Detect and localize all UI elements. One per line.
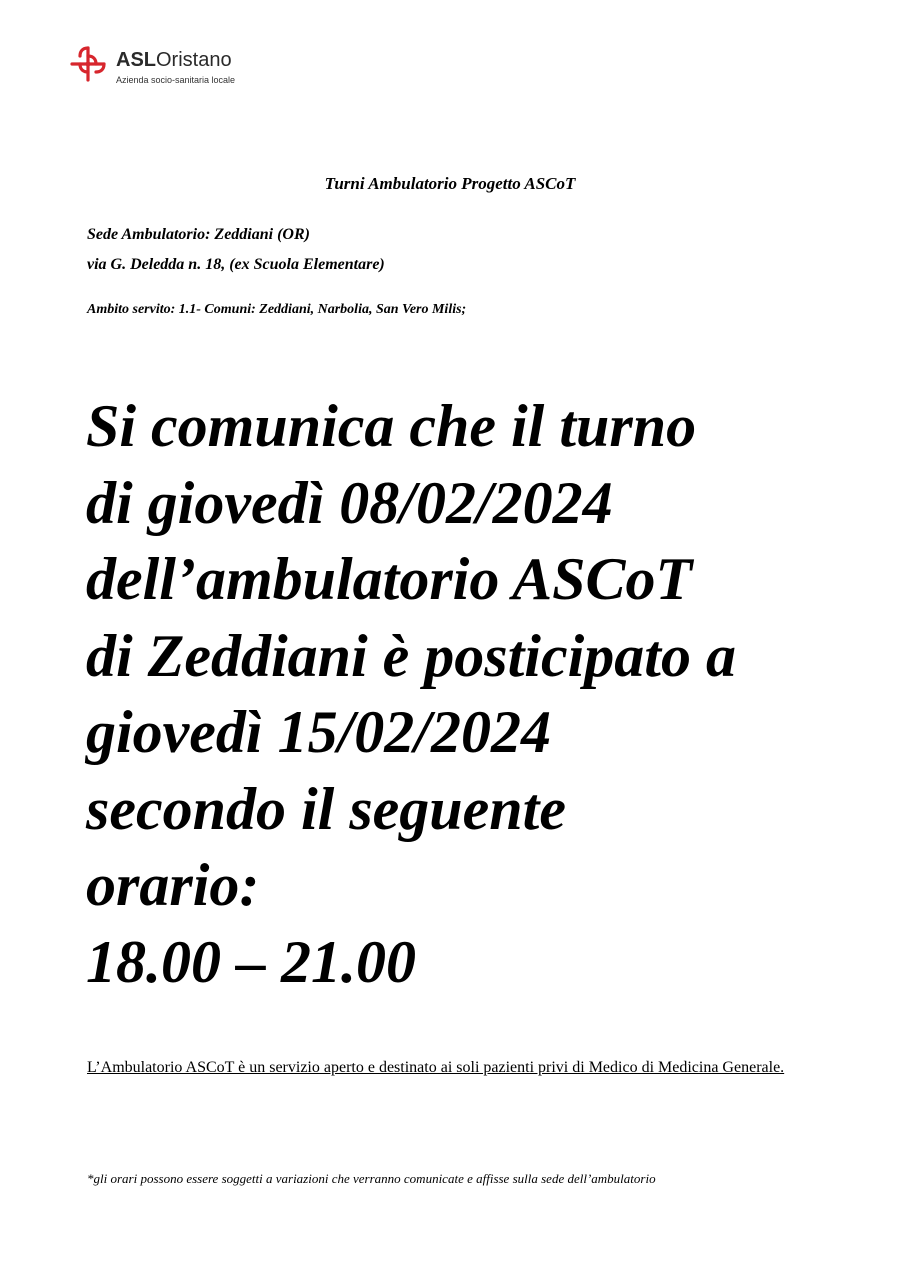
logo-wordmark	[116, 49, 232, 71]
notice-line: orario:	[86, 852, 260, 918]
logo-city: Oristano	[156, 49, 232, 71]
clinic-street-line: via G. Deledda n. 18, (ex Scuola Elementare)	[87, 256, 385, 273]
notice-line: giovedì 15/02/2024	[86, 699, 551, 765]
schedule-footnote: *gli orari possono essere soggetti a variazioni che verranno comunicate e affisse sulla sede dell’ambulatorio	[87, 1171, 656, 1186]
service-area: Ambito servito: 1.1- Comuni: Zeddiani, Narbolia, San Vero Milis;	[87, 302, 467, 317]
notice-line: di Zeddiani è posticipato a	[86, 622, 736, 689]
cross-logo-icon	[68, 44, 108, 84]
service-info: L’Ambulatorio ASCoT è un servizio aperto e destinato ai soli pazienti privi di Medico di Medicina Generale.	[87, 1059, 785, 1076]
document-title: Turni Ambulatorio Progetto ASCoT	[324, 174, 576, 193]
clinic-seat-line: Sede Ambulatorio: Zeddiani (OR)	[87, 226, 310, 243]
notice-time: 18.00 – 21.00	[86, 928, 416, 995]
asl-oristano-logo	[68, 44, 268, 90]
logo-brand: ASL	[116, 49, 156, 71]
notice-line: dell’ambulatorio ASCoT	[86, 546, 693, 612]
notice-line: secondo il seguente	[86, 775, 566, 842]
logo-subtitle: Azienda socio-sanitaria locale	[116, 75, 236, 85]
notice-line: di giovedì 08/02/2024	[86, 469, 613, 536]
notice-line: Si comunica che il turno	[86, 393, 697, 459]
clinic-address	[87, 220, 385, 280]
postponement-notice	[86, 388, 866, 1000]
